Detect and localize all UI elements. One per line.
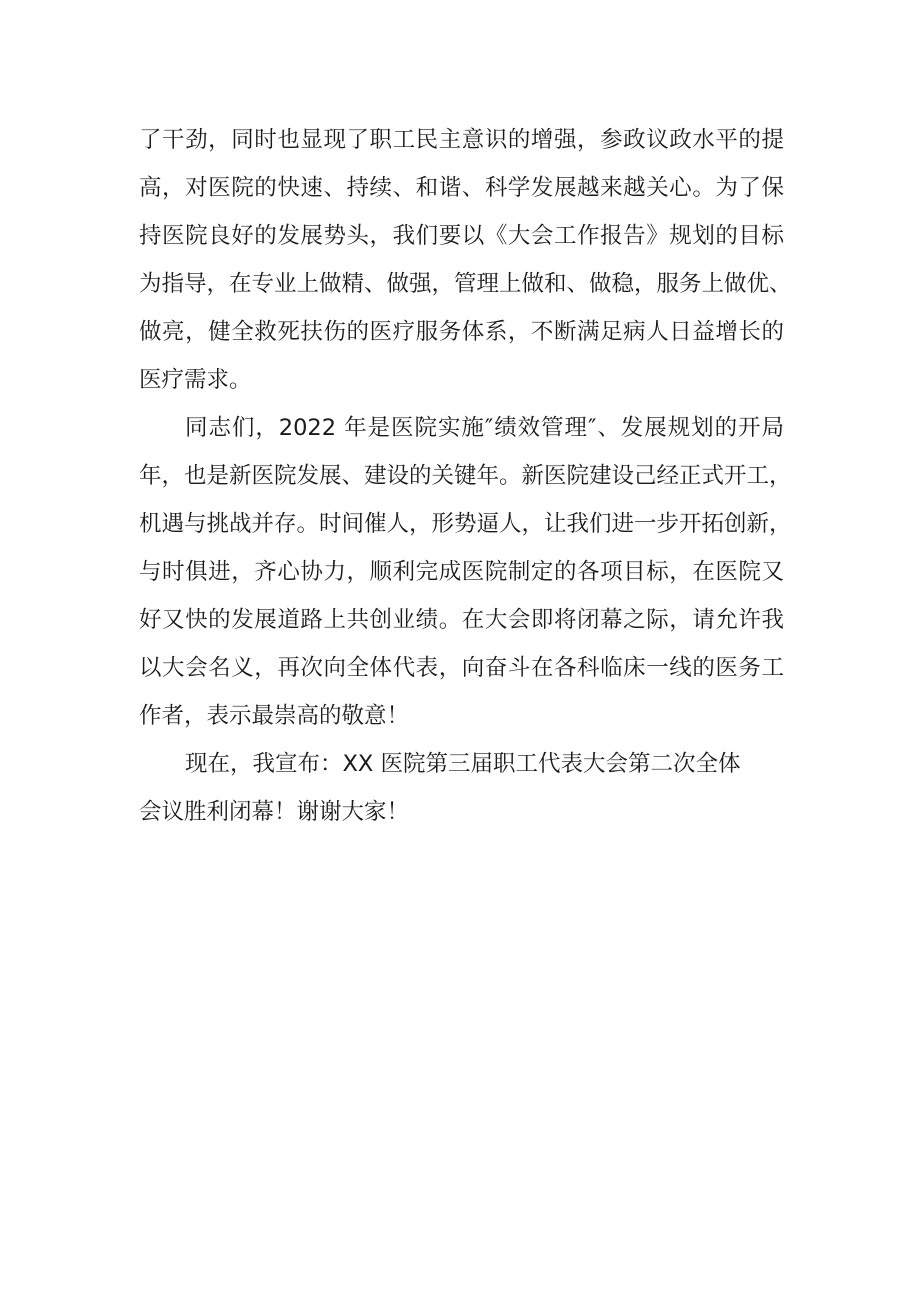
paragraph-1-line-3: 持医院良好的发展势头，我们要以《大会工作报告》规划的目标 [139,223,784,249]
paragraph-2-line-1: 同志们，2022 年是医院实施″绩效管理″、发展规划的开局 [185,415,784,441]
paragraph-1-line-4: 为指导，在专业上做精、做强，管理上做和、做稳，服务上做优、 [139,271,792,297]
paragraph-1-line-1: 了干劲，同时也显现了职工民主意识的增强，参政议政水平的提 [139,127,784,153]
paragraph-3-line-1: 现在，我宣布：XX 医院第三届职工代表大会第二次全体 [185,751,741,777]
paragraph-2-line-6: 以大会名义，再次向全体代表，向奋斗在各科临床一线的医务工 [139,655,784,681]
paragraph-1-line-6: 医疗需求。 [139,367,252,393]
paragraph-2-line-3: 机遇与挑战并存。时间催人，形势逼人，让我们进一步开拓创新， [139,511,792,537]
paragraph-2-line-5: 好又快的发展道路上共创业绩。在大会即将闭幕之际，请允许我 [139,607,784,633]
paragraph-2-line-2: 年，也是新医院发展、建设的关键年。新医院建设己经正式开工， [139,463,792,489]
paragraph-2-line-4: 与时俱进，齐心协力，顺利完成医院制定的各项目标，在医院又 [139,559,784,585]
paragraph-2-line-7: 作者，表示最崇高的敬意！ [139,703,410,729]
document-body [139,116,792,836]
paragraph-1-line-2: 高，对医院的快速、持续、和谐、科学发展越来越关心。为了保 [139,175,784,201]
paragraph-3-line-2: 会议胜利闭幕！谢谢大家！ [139,799,410,825]
paragraph-1-line-5: 做亮，健全救死扶伤的医疗服务体系，不断满足病人日益增长的 [139,319,784,345]
